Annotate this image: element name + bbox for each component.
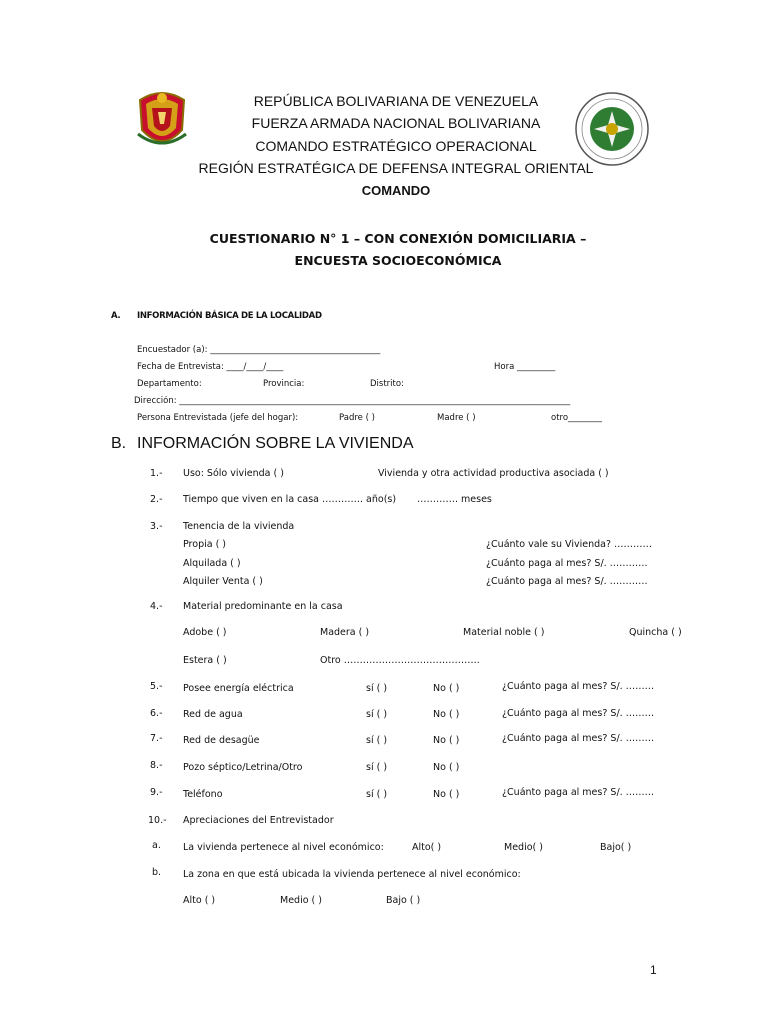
- q4-adobe-checkbox[interactable]: Adobe ( ): [183, 627, 227, 638]
- q2-tiempo-anos[interactable]: Tiempo que viven en la casa …………. año(s): [183, 494, 397, 505]
- q6-si-checkbox[interactable]: sí ( ): [366, 709, 388, 720]
- q4-material-label: Material predominante en la casa: [183, 601, 343, 612]
- qa-letter: a.: [152, 840, 161, 851]
- q3-alquilada-pago[interactable]: ¿Cuánto paga al mes? S/. …………: [486, 558, 648, 569]
- qa-nivel-label: La vivienda pertenece al nivel económico:: [183, 842, 384, 853]
- q3-alquilada-checkbox[interactable]: Alquilada ( ): [183, 558, 241, 569]
- questionnaire-subtitle: ENCUESTA SOCIOECONÓMICA: [294, 253, 502, 268]
- q8-number: 8.-: [150, 760, 163, 771]
- q1-number: 1.-: [150, 468, 163, 479]
- q3-propia-valor[interactable]: ¿Cuánto vale su Vivienda? …………: [486, 539, 653, 550]
- q9-number: 9.-: [150, 787, 163, 798]
- padre-checkbox[interactable]: Padre ( ): [339, 413, 375, 423]
- direccion-field[interactable]: Dirección: ____________________________________________________________________________________________: [134, 396, 571, 406]
- q6-no-checkbox[interactable]: No ( ): [433, 709, 460, 720]
- encuestador-field[interactable]: Encuestador (a): ________________________________________: [137, 345, 381, 355]
- q4-material-noble-checkbox[interactable]: Material noble ( ): [463, 627, 545, 638]
- q2-number: 2.-: [150, 494, 163, 505]
- section-b-heading: INFORMACIÓN SOBRE LA VIVIENDA: [137, 435, 414, 452]
- qa-medio-checkbox[interactable]: Medio( ): [504, 842, 543, 853]
- q5-no-checkbox[interactable]: No ( ): [433, 683, 460, 694]
- q5-si-checkbox[interactable]: sí ( ): [366, 683, 388, 694]
- q7-si-checkbox[interactable]: sí ( ): [366, 735, 388, 746]
- q4-otro-field[interactable]: Otro …………………………………….: [320, 655, 480, 666]
- madre-checkbox[interactable]: Madre ( ): [437, 413, 476, 423]
- q7-pago-field[interactable]: ¿Cuánto paga al mes? S/. ………: [502, 733, 655, 744]
- qa-alto-checkbox[interactable]: Alto( ): [412, 842, 442, 853]
- persona-entrevistada-label: Persona Entrevistada (jefe del hogar):: [137, 413, 299, 423]
- q8-si-checkbox[interactable]: sí ( ): [366, 762, 388, 773]
- q1-uso-solo-vivienda[interactable]: Uso: Sólo vivienda ( ): [183, 468, 284, 479]
- qb-medio-checkbox[interactable]: Medio ( ): [280, 895, 322, 906]
- q6-agua-label: Red de agua: [183, 709, 243, 720]
- qb-bajo-checkbox[interactable]: Bajo ( ): [386, 895, 421, 906]
- section-a-letter: A.: [111, 311, 121, 321]
- q8-pozo-label: Pozo séptico/Letrina/Otro: [183, 762, 303, 773]
- q10-number: 10.-: [148, 815, 167, 826]
- q1-vivienda-actividad[interactable]: Vivienda y otra actividad productiva asociada ( ): [378, 468, 609, 479]
- qb-letter: b.: [152, 867, 162, 878]
- q3-propia-checkbox[interactable]: Propia ( ): [183, 539, 227, 550]
- q8-no-checkbox[interactable]: No ( ): [433, 762, 460, 773]
- q5-number: 5.-: [150, 681, 163, 692]
- departamento-label: Departamento:: [137, 379, 202, 389]
- q7-desague-label: Red de desagüe: [183, 735, 260, 746]
- header-line-2: FUERZA ARMADA NACIONAL BOLIVARIANA: [251, 115, 541, 131]
- q3-tenencia-label: Tenencia de la vivienda: [183, 521, 295, 532]
- q9-pago-field[interactable]: ¿Cuánto paga al mes? S/. ………: [502, 787, 655, 798]
- q2-meses[interactable]: …………. meses: [417, 494, 492, 505]
- otro-field[interactable]: otro________: [551, 413, 603, 423]
- q6-number: 6.-: [150, 708, 163, 719]
- header-line-5: COMANDO: [361, 183, 431, 198]
- header-line-1: REPÚBLICA BOLIVARIANA DE VENEZUELA: [253, 93, 539, 109]
- q9-no-checkbox[interactable]: No ( ): [433, 789, 460, 800]
- provincia-label: Provincia:: [263, 379, 305, 389]
- q3-alquiler-venta-pago[interactable]: ¿Cuánto paga al mes? S/. …………: [486, 576, 648, 587]
- q4-estera-checkbox[interactable]: Estera ( ): [183, 655, 227, 666]
- q10-apreciaciones-label: Apreciaciones del Entrevistador: [183, 815, 334, 826]
- q9-telefono-label: Teléfono: [183, 789, 223, 800]
- header-line-3: COMANDO ESTRATÉGICO OPERACIONAL: [255, 138, 537, 154]
- section-b-letter: B.: [111, 435, 127, 452]
- distrito-label: Distrito:: [370, 379, 404, 389]
- fecha-entrevista-field[interactable]: Fecha de Entrevista: ____/____/____: [137, 362, 284, 372]
- q4-madera-checkbox[interactable]: Madera ( ): [320, 627, 370, 638]
- q3-number: 3.-: [150, 521, 163, 532]
- qb-zona-label: La zona en que está ubicada la vivienda pertenece al nivel económico:: [183, 869, 521, 880]
- q6-pago-field[interactable]: ¿Cuánto paga al mes? S/. ………: [502, 708, 655, 719]
- q9-si-checkbox[interactable]: sí ( ): [366, 789, 388, 800]
- q4-quincha-checkbox[interactable]: Quincha ( ): [629, 627, 682, 638]
- q5-pago-field[interactable]: ¿Cuánto paga al mes? S/. ………: [502, 681, 655, 692]
- q4-number: 4.-: [150, 601, 163, 612]
- qa-bajo-checkbox[interactable]: Bajo( ): [600, 842, 632, 853]
- q7-number: 7.-: [150, 733, 163, 744]
- questionnaire-title: CUESTIONARIO N° 1 – CON CONEXIÓN DOMICILIARIA –: [209, 231, 587, 246]
- q5-energia-label: Posee energía eléctrica: [183, 683, 294, 694]
- q3-alquiler-venta-checkbox[interactable]: Alquiler Venta ( ): [183, 576, 263, 587]
- qb-alto-checkbox[interactable]: Alto ( ): [183, 895, 216, 906]
- section-a-heading: INFORMACIÓN BÁSICA DE LA LOCALIDAD: [137, 311, 322, 321]
- header-line-4: REGIÓN ESTRATÉGICA DE DEFENSA INTEGRAL ORIENTAL: [198, 160, 594, 176]
- page-number: 1: [650, 963, 657, 977]
- hora-field[interactable]: Hora _________: [494, 362, 556, 372]
- q7-no-checkbox[interactable]: No ( ): [433, 735, 460, 746]
